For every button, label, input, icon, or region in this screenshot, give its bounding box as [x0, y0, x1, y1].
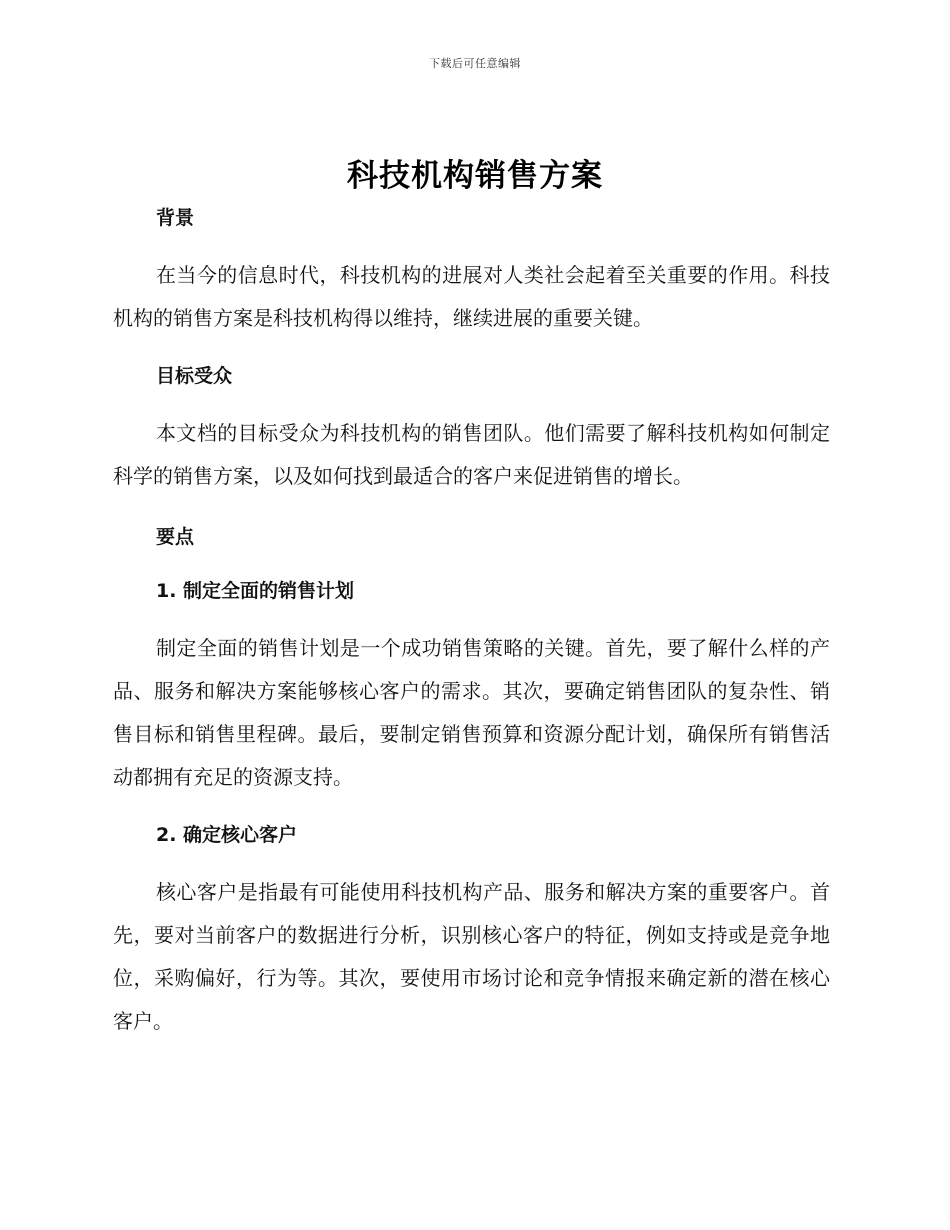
section-heading-audience: 目标受众	[156, 365, 233, 387]
subheading-core-customers: 2. 确定核心客户	[156, 824, 298, 846]
paragraph-core-customers: 核心客户是指最有可能使用科技机构产品、服务和解决方案的重要客户。首先，要对当前客户的数据进行分析，识别核心客户的特征，例如支持或是竞争地位，采购偏好，行为等。其次，要使用市场讨论和竞争情报来确定新的潜在核心客户。	[113, 880, 830, 1033]
subheading-sales-plan: 1. 制定全面的销售计划	[156, 580, 355, 602]
paragraph-background: 在当今的信息时代，科技机构的进展对人类社会起着至关重要的作用。科技机构的销售方案是科技机构得以维持，继续进展的重要关键。	[113, 263, 830, 330]
header-note: 下载后可任意编辑	[429, 57, 521, 70]
paragraph-sales-plan: 制定全面的销售计划是一个成功销售策略的关键。首先，要了解什么样的产品、服务和解决方案能够核心客户的需求。其次，要确定销售团队的复杂性、销售目标和销售里程碑。最后，要制定销售预算和资源分配计划，确保所有销售活动都拥有充足的资源支持。	[113, 636, 830, 789]
section-heading-background: 背景	[156, 207, 195, 229]
section-heading-key-points: 要点	[156, 526, 195, 548]
document-title: 科技机构销售方案	[347, 158, 603, 194]
paragraph-audience: 本文档的目标受众为科技机构的销售团队。他们需要了解科技机构如何制定科学的销售方案，以及如何找到最适合的客户来促进销售的增长。	[113, 421, 830, 488]
document-body	[113, 203, 830, 1043]
